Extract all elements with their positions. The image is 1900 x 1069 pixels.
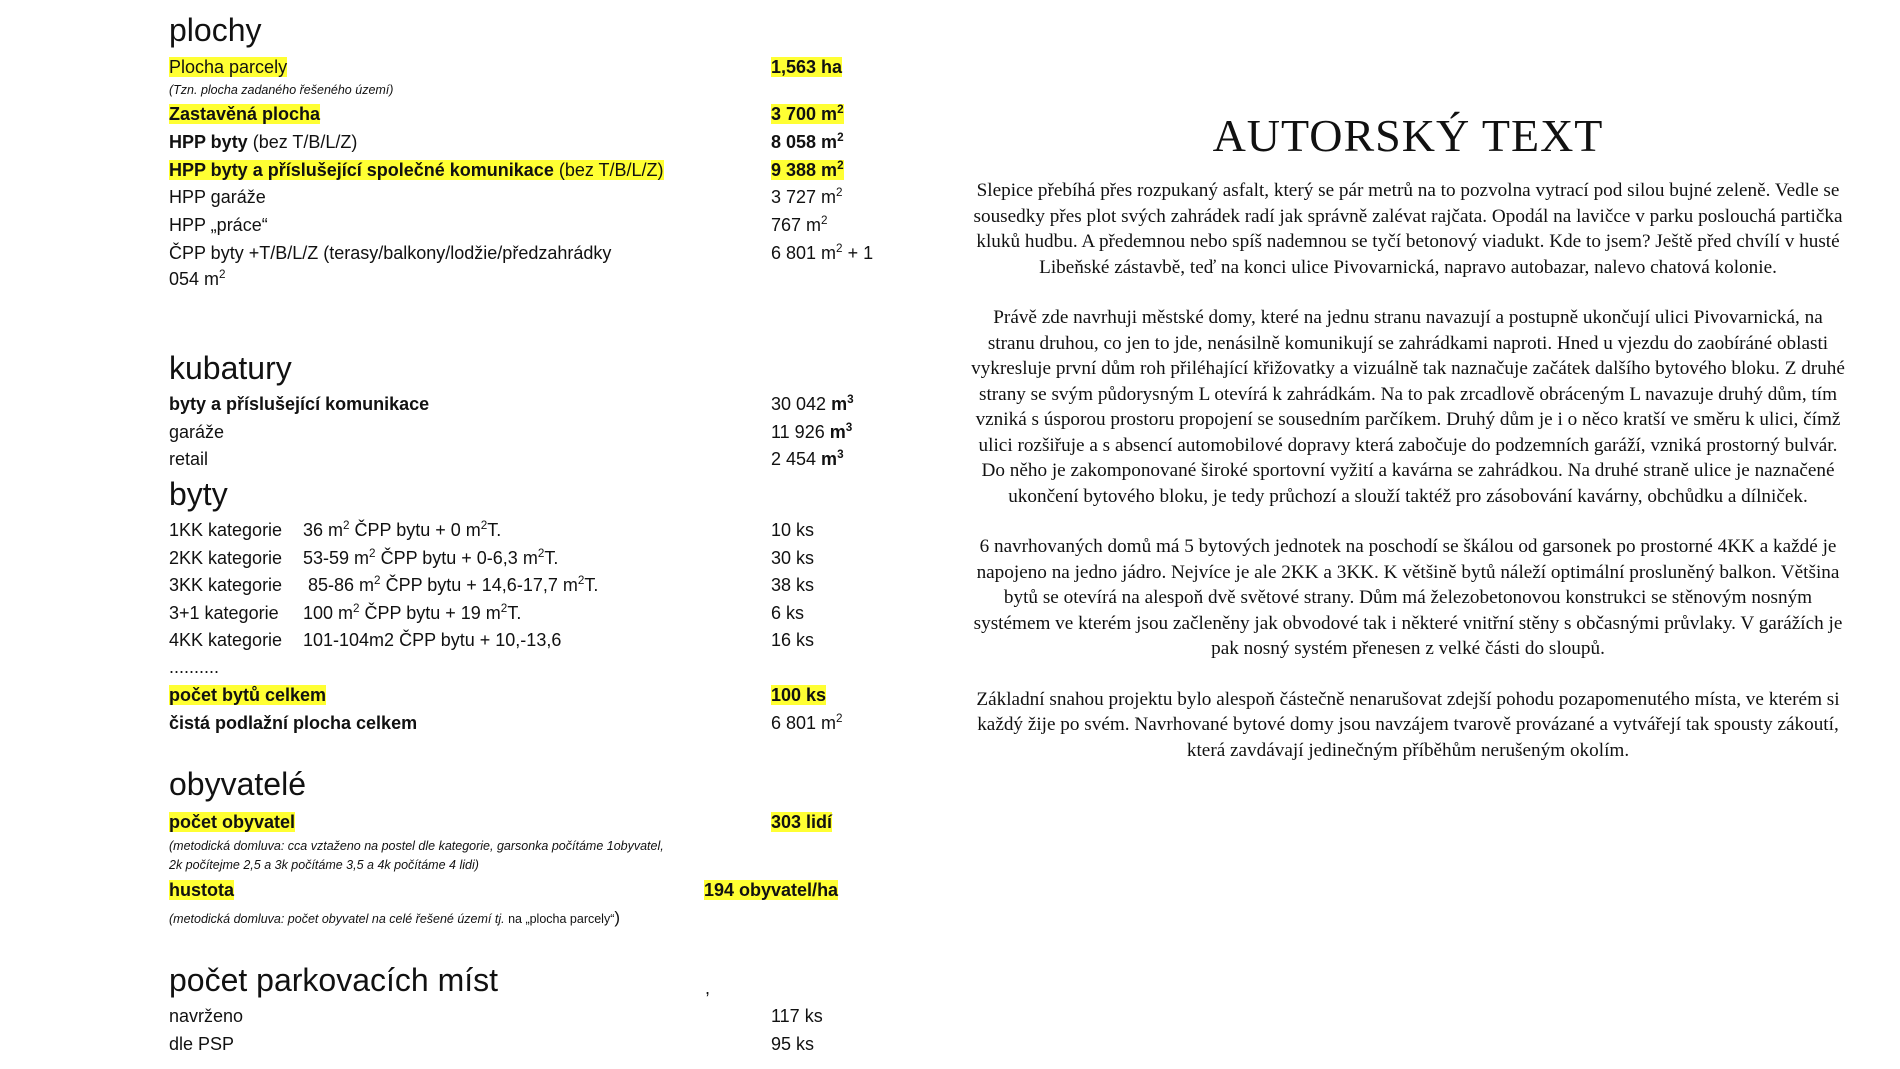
kubatura-value: 30 042	[771, 394, 832, 414]
byt-count: 10 ks	[771, 520, 815, 540]
author-text-paragraph-3: 6 navrhovaných domů má 5 bytových jednotek na poschodí se škálou od garsonek po prostorné 4KK a každé je napojeno na jedno jádro. Nejvíce je ale 2KK a 3KK. K většině bytů náleží optimální prosluněný balkon. Většina bytů se otevírá na alespoň dvě světové strany. Dům má železobetonovou konstrukci se stěnovým nosným systémem ve kterém jsou začleněny jak obvodové tak i některé vnitřní stěny s občasnými průvlaky. V garážích je pak nosný systém přenesen z velké části do sloupů.	[973, 536, 1843, 659]
row-plocha-parcely	[169, 54, 929, 80]
byt-count: 30 ks	[771, 548, 815, 568]
obyvatele-note-line2: 2k počítejme 2,5 a 3k počítáme 3,5 a 4k počítáme 4 lidi)	[169, 858, 479, 872]
row-zastavena-plocha: Zastavěná plocha 3 700 $m^2$	[169, 103, 844, 124]
hpp-komunikace-label: HPP byty a příslušející společné komunikace	[169, 160, 554, 180]
hpp-prace-label: HPP „práce“	[169, 215, 268, 235]
row-hpp-prace: HPP „práce“ 767 $m^2$	[169, 212, 929, 238]
navrzeno-label: navrženo	[169, 1006, 244, 1026]
hpp-garaze-label: HPP garáže	[169, 187, 266, 207]
row-byt-3plus1: 3+1 kategorie 100 $m^2$ ČPP bytu + 19 $m^2T$. 6 ks	[169, 600, 929, 626]
row-cista-plocha: čistá podlažní plocha celkem 6 801 $m^2$	[169, 710, 929, 736]
hpp-byty-value: 8 058 m	[771, 132, 838, 152]
section-title-parkovani: počet parkovacích míst	[169, 962, 499, 998]
kubatura-label: garáže	[169, 422, 225, 442]
hpp-prace-value: 767 m	[771, 215, 822, 235]
data-sheet	[169, 0, 929, 1069]
row-kubatura-retail: retail 2 454 $m^3$	[169, 446, 929, 472]
hpp-byty-label: HPP byty	[169, 132, 248, 152]
row-hustota	[169, 877, 929, 903]
pocet-bytu-value: 100 ks	[771, 685, 827, 705]
row-hpp-komunikace: HPP byty a příslušející společné komunikace (bez T/B/L/Z) 9 388 $m^2$	[169, 159, 844, 180]
row-pocet-obyvatel	[169, 809, 929, 835]
kubatura-label: retail	[169, 449, 209, 469]
kubatura-label: byty a příslušející komunikace	[169, 394, 430, 414]
row-pocet-bytu	[169, 682, 929, 708]
section-title-byty: byty	[169, 476, 228, 512]
stray-comma: ,	[705, 978, 711, 998]
zastavena-plocha-value: 3 700 m	[771, 104, 838, 124]
cista-plocha-label: čistá podlažní plocha celkem	[169, 713, 418, 733]
hpp-komunikace-value: 9 388 m	[771, 160, 838, 180]
hustota-value: 194 obyvatel/ha	[704, 880, 839, 900]
dle-psp-label: dle PSP	[169, 1034, 235, 1054]
row-cpp-byty: ČPP byty +T/B/L/Z (terasy/balkony/lodžie/předzahrádky 6 801 $m^2 + 1$	[169, 240, 929, 266]
kubatura-value: 11 926	[771, 422, 830, 442]
author-text-panel	[968, 104, 1848, 763]
row-byt-2kk: 2KK kategorie 53-59 $m^2$ ČPP bytu + 0-6,3 $m^2T$. 30 ks	[169, 545, 929, 571]
row-dle-psp	[169, 1031, 929, 1057]
row-kubatura-garaze: garáže 11 926 $m^3$	[169, 419, 929, 445]
dle-psp-value: 95 ks	[771, 1034, 815, 1054]
row-byt-4kk: 4KK kategorie 101-104m2 ČPP bytu + 10,-13,6 16 ks	[169, 627, 929, 653]
navrzeno-value: 117 ks	[771, 1006, 823, 1026]
byty-dots: ..........	[169, 657, 220, 677]
row-byt-1kk: 1KK kategorie 36 $m^2$ ČPP bytu + 0 $m^2T$. 10 ks	[169, 517, 929, 543]
row-navrzeno	[169, 1003, 929, 1029]
row-hpp-garaze: HPP garáže 3 727 $m^2$	[169, 184, 929, 210]
section-title-kubatury: kubatury	[169, 350, 292, 386]
author-text-paragraph-2: Právě zde navrhuji městské domy, které na jednu stranu navazují a postupně ukončují ulici Pivovarnická, na stranu druhou, co jen to jde, nenásilně komunikují se zahrádkami naproti. Hned u vjezdu do zaobíráné oblasti vykresluje první dům roh přiléhající křižovatky a vizuálně tak naznačuje začátek dalšího bytového bloku. Z druhé strany se svým půdorysným L otevírá k zahrádkám. Na to pak zrcadlově obráceným L navazuje druhý dům, tím vzniká s úsporou prostoru propojení se sousedním parčíkem. Druhý dům je i o něco kratší ve směru k ulici, čímž ulici rozšiřuje a s absencí automobilové dopravy která zabočuje do podzemních garáží, vzniká prostorný bulvár. Do něho je zakomponované široké sportovní vyžití a kavárna se zahrádkou. Na druhé straně ulice je naznačené ukončení bytového bloku, je tedy průchozí a slouží taktéž pro zásobování kavárny, obchůdku a dílniček.	[971, 307, 1845, 507]
byt-count: 16 ks	[771, 630, 815, 650]
section-title-obyvatele: obyvatelé	[169, 766, 306, 802]
pocet-bytu-label: počet bytů celkem	[169, 685, 327, 705]
cpp-byty-label: ČPP byty +T/B/L/Z (terasy/balkony/lodžie/předzahrádky	[169, 243, 612, 263]
plocha-parcely-value: 1,563 ha	[771, 57, 843, 77]
cista-plocha-value: 6 801 m	[771, 713, 837, 733]
pocet-obyvatel-value: 303 lidí	[771, 812, 833, 832]
byt-count: 38 ks	[771, 575, 815, 595]
hpp-garaze-value: 3 727 m	[771, 187, 837, 207]
section-title-plochy: plochy	[169, 12, 262, 48]
row-byt-3kk: 3KK kategorie 85-86 $m^2$ ČPP bytu + 14,6-17,7 $m^2T$. 38 ks	[169, 572, 929, 598]
kubatura-value: 2 454	[771, 449, 822, 469]
obyvatele-note-line1: (metodická domluva: cca vztaženo na postel dle kategorie, garsonka počítáme 1obyvatel,	[169, 839, 664, 853]
author-text-paragraph-4: Základní snahou projektu bylo alespoň částečně nenarušovat zdejší pohodu pozapomenutého místa, ve kterém si každý žije po svém. Navrhované bytové domy jsou navzájem tvarově provázané a vytvářejí tak spousty zákoutí, která zavdávají jedinečným příběhům nerušeným okolím.	[976, 688, 1840, 761]
author-text-paragraph-1: Slepice přebíhá přes rozpukaný asfalt, který se pár metrů na to pozvolna vytrací pod silou bujné zeleně. Vedle se sousedky přes plot svých zahrádek radí jak správně zalévat rajčata. Opodál na lavičce v parku poslouchá partička kluků hudbu. A předemnou nebo spíš nademnou se tyčí betonový viadukt. Kde to jsem? Ještě před chvílí v husté Libeňské zástavbě, teď na konci ulice Pivovarnická, napravo autobazar, nalevo chatová kolonie.	[973, 180, 1843, 278]
author-text-title: AUTORSKÝ TEXT	[1212, 110, 1604, 161]
cpp-byty-continuation: 054 $m^2$	[169, 268, 226, 289]
cpp-byty-value: 6 801 m	[771, 243, 837, 263]
hustota-note: (metodická domluva: počet obyvatel na celé řešené území tj. na „plocha parcely“)	[169, 908, 621, 927]
plocha-parcely-note: (Tzn. plocha zadaného řešeného území)	[169, 83, 394, 97]
hustota-label: hustota	[169, 880, 234, 900]
row-kubatura-byty: byty a příslušející komunikace 30 042 $m^3$	[169, 391, 929, 417]
pocet-obyvatel-label: počet obyvatel	[169, 812, 296, 832]
plocha-parcely-label: Plocha parcely	[169, 57, 288, 77]
row-hpp-byty: HPP byty (bez T/B/L/Z) 8 058 $m^2$	[169, 131, 844, 152]
byt-count: 6 ks	[771, 603, 805, 623]
zastavena-plocha-label: Zastavěná plocha	[169, 104, 321, 124]
